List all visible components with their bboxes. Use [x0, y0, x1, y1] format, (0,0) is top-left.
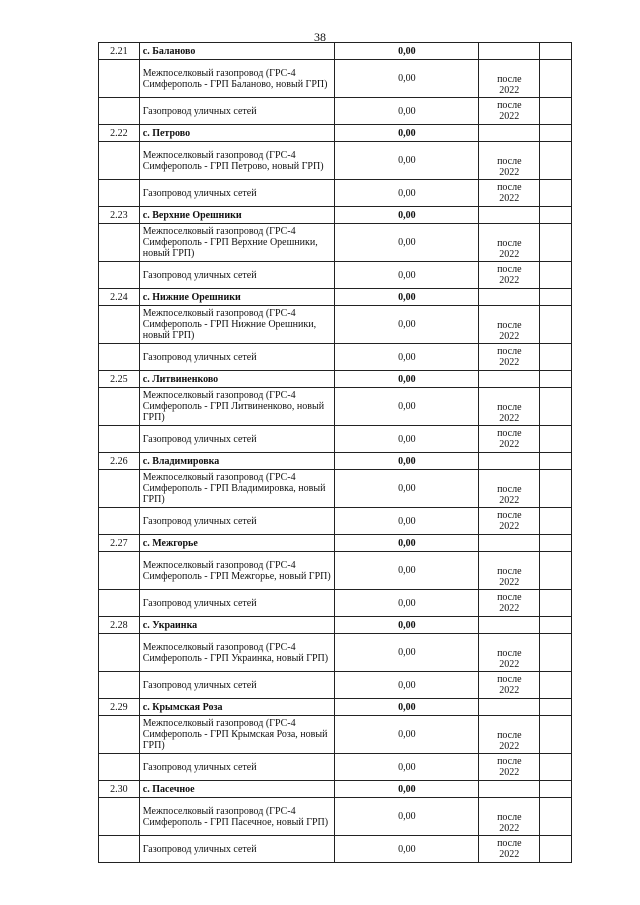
after-label: после [497, 837, 522, 849]
after-label: после [497, 755, 522, 767]
row-number-empty [99, 672, 140, 699]
year-label: 2022 [499, 249, 520, 260]
value-cell: 0,00 [335, 634, 479, 672]
value-cell: 0,00 [335, 207, 479, 224]
year-label: 2022 [499, 110, 520, 122]
value-cell: 0,00 [335, 781, 479, 798]
row-number-empty [99, 60, 140, 98]
year-label: 2022 [499, 438, 520, 450]
year-label: 2022 [499, 167, 520, 178]
pipeline-row [99, 388, 572, 426]
value-cell: 0,00 [335, 142, 479, 180]
year-cell-empty [479, 453, 540, 470]
year-cell [479, 754, 540, 781]
pipeline-line1: Межпоселковый газопровод (ГРС-4 [142, 559, 296, 571]
pipeline-rest: Симферополь - ГРП Владимировка, новый ГРП) [142, 483, 326, 505]
pipeline-rest: Симферополь - ГРП Межгорье, новый ГРП) [142, 570, 331, 582]
extra-cell-empty [540, 634, 572, 672]
extra-cell-empty [540, 535, 572, 552]
value-cell: 0,00 [335, 617, 479, 634]
year-cell-empty [479, 535, 540, 552]
pipeline-line1: Межпоселковый газопровод (ГРС-4 [142, 149, 296, 161]
after-label: после [497, 484, 522, 495]
value-cell: 0,00 [335, 798, 479, 836]
year-label: 2022 [499, 741, 520, 752]
year-cell [479, 388, 540, 426]
street-network-row [99, 672, 572, 699]
value-cell: 0,00 [335, 60, 479, 98]
pipeline-row [99, 634, 572, 672]
street-network-label: Газопровод уличных сетей [139, 262, 335, 289]
pipeline-row [99, 716, 572, 754]
pipeline-rest: Симферополь - ГРП Пасечное, новый ГРП) [142, 816, 329, 828]
street-network-row [99, 262, 572, 289]
value-cell: 0,00 [335, 590, 479, 617]
row-number-empty [99, 224, 140, 262]
value-cell: 0,00 [335, 836, 479, 863]
year-cell [479, 798, 540, 836]
pipeline-rest: Симферополь - ГРП Верхние Орешники, новый ГРП) [142, 237, 318, 259]
year-cell [479, 426, 540, 453]
row-number: 2.27 [99, 535, 140, 552]
row-number-empty [99, 142, 140, 180]
extra-cell-empty [540, 43, 572, 60]
year-cell [479, 508, 540, 535]
street-network-label: Газопровод уличных сетей [139, 590, 335, 617]
row-number: 2.30 [99, 781, 140, 798]
pipeline-row [99, 142, 572, 180]
extra-cell-empty [540, 371, 572, 388]
pipeline-line1: Межпоселковый газопровод (ГРС-4 [142, 226, 296, 237]
year-label: 2022 [499, 684, 520, 696]
gas-pipeline-table [98, 42, 572, 863]
value-cell: 0,00 [335, 672, 479, 699]
row-number-empty [99, 590, 140, 617]
street-network-row [99, 590, 572, 617]
pipeline-description [139, 306, 335, 344]
pipeline-description [139, 142, 335, 180]
row-number-empty [99, 306, 140, 344]
year-label: 2022 [499, 331, 520, 342]
extra-cell-empty [540, 716, 572, 754]
extra-cell-empty [540, 388, 572, 426]
settlement-row [99, 781, 572, 798]
year-label: 2022 [499, 274, 520, 286]
extra-cell-empty [540, 180, 572, 207]
street-network-label: Газопровод уличных сетей [139, 98, 335, 125]
year-cell-empty [479, 699, 540, 716]
street-network-row [99, 98, 572, 125]
year-cell-empty [479, 43, 540, 60]
pipeline-line1: Межпоселковый газопровод (ГРС-4 [142, 641, 296, 653]
street-network-row [99, 180, 572, 207]
pipeline-line1: Межпоселковый газопровод (ГРС-4 [142, 390, 296, 401]
pipeline-rest: Симферополь - ГРП Крымская Роза, новый ГРП) [142, 729, 328, 751]
row-number-empty [99, 470, 140, 508]
after-label: после [497, 591, 522, 603]
value-cell: 0,00 [335, 180, 479, 207]
street-network-label: Газопровод уличных сетей [139, 344, 335, 371]
settlement-name: с. Пасечное [139, 781, 335, 798]
value-cell: 0,00 [335, 289, 479, 306]
pipeline-line1: Межпоселковый газопровод (ГРС-4 [142, 805, 296, 817]
row-number: 2.22 [99, 125, 140, 142]
year-cell-empty [479, 781, 540, 798]
after-label: после [497, 156, 522, 167]
extra-cell-empty [540, 262, 572, 289]
settlement-row [99, 125, 572, 142]
extra-cell-empty [540, 98, 572, 125]
extra-cell-empty [540, 306, 572, 344]
settlement-name: с. Владимировка [139, 453, 335, 470]
row-number: 2.24 [99, 289, 140, 306]
year-label: 2022 [499, 602, 520, 614]
after-label: после [497, 238, 522, 249]
value-cell: 0,00 [335, 754, 479, 781]
street-network-row [99, 508, 572, 535]
row-number-empty [99, 262, 140, 289]
settlement-row [99, 535, 572, 552]
row-number: 2.28 [99, 617, 140, 634]
pipeline-rest: Симферополь - ГРП Баланово, новый ГРП) [142, 78, 328, 90]
extra-cell-empty [540, 836, 572, 863]
pipeline-description [139, 716, 335, 754]
pipeline-description [139, 552, 335, 590]
pipeline-description [139, 634, 335, 672]
extra-cell-empty [540, 617, 572, 634]
year-cell [479, 60, 540, 98]
extra-cell-empty [540, 781, 572, 798]
after-label: после [497, 99, 522, 111]
pipeline-description [139, 798, 335, 836]
pipeline-line1: Межпоселковый газопровод (ГРС-4 [142, 718, 296, 729]
year-cell [479, 224, 540, 262]
year-label: 2022 [499, 356, 520, 368]
extra-cell-empty [540, 470, 572, 508]
value-cell: 0,00 [335, 371, 479, 388]
year-cell-empty [479, 207, 540, 224]
pipeline-row [99, 552, 572, 590]
pipeline-row [99, 798, 572, 836]
pipeline-rest: Симферополь - ГРП Украинка, новый ГРП) [142, 652, 329, 664]
year-label: 2022 [499, 192, 520, 204]
after-label: после [497, 345, 522, 357]
extra-cell-empty [540, 289, 572, 306]
year-label: 2022 [499, 577, 520, 588]
value-cell: 0,00 [335, 306, 479, 344]
year-cell [479, 344, 540, 371]
settlement-row [99, 289, 572, 306]
extra-cell-empty [540, 754, 572, 781]
settlement-row [99, 371, 572, 388]
row-number: 2.26 [99, 453, 140, 470]
pipeline-row [99, 470, 572, 508]
street-network-row [99, 344, 572, 371]
after-label: после [497, 427, 522, 439]
pipeline-row [99, 306, 572, 344]
row-number-empty [99, 754, 140, 781]
year-cell-empty [479, 125, 540, 142]
street-network-label: Газопровод уличных сетей [139, 836, 335, 863]
row-number-empty [99, 426, 140, 453]
street-network-label: Газопровод уличных сетей [139, 508, 335, 535]
street-network-label: Газопровод уличных сетей [139, 672, 335, 699]
settlement-row [99, 453, 572, 470]
pipeline-description [139, 388, 335, 426]
row-number-empty [99, 798, 140, 836]
after-label: после [497, 263, 522, 275]
page-number: 38 [314, 30, 326, 44]
row-number: 2.29 [99, 699, 140, 716]
row-number-empty [99, 508, 140, 535]
value-cell: 0,00 [335, 125, 479, 142]
year-cell-empty [479, 617, 540, 634]
row-number-empty [99, 388, 140, 426]
settlement-name: с. Петрово [139, 125, 335, 142]
street-network-label: Газопровод уличных сетей [139, 180, 335, 207]
pipeline-description [139, 470, 335, 508]
pipeline-rest: Симферополь - ГРП Литвиненково, новый ГРП) [142, 401, 325, 423]
settlement-name: с. Литвиненково [139, 371, 335, 388]
pipeline-rest: Симферополь - ГРП Нижние Орешники, новый ГРП) [142, 319, 317, 341]
settlement-row [99, 617, 572, 634]
value-cell: 0,00 [335, 43, 479, 60]
extra-cell-empty [540, 207, 572, 224]
year-label: 2022 [499, 659, 520, 670]
after-label: после [497, 673, 522, 685]
year-cell [479, 142, 540, 180]
extra-cell-empty [540, 453, 572, 470]
row-number-empty [99, 344, 140, 371]
value-cell: 0,00 [335, 470, 479, 508]
after-label: после [497, 730, 522, 741]
year-cell [479, 470, 540, 508]
extra-cell-empty [540, 60, 572, 98]
year-label: 2022 [499, 848, 520, 860]
year-cell [479, 552, 540, 590]
pipeline-line1: Межпоселковый газопровод (ГРС-4 [142, 67, 296, 79]
extra-cell-empty [540, 508, 572, 535]
year-label: 2022 [499, 495, 520, 506]
year-cell [479, 98, 540, 125]
year-cell-empty [479, 371, 540, 388]
extra-cell-empty [540, 590, 572, 617]
street-network-label: Газопровод уличных сетей [139, 754, 335, 781]
extra-cell-empty [540, 142, 572, 180]
street-network-row [99, 426, 572, 453]
settlement-name: с. Украинка [139, 617, 335, 634]
year-cell [479, 590, 540, 617]
year-label: 2022 [499, 85, 520, 96]
year-cell [479, 262, 540, 289]
extra-cell-empty [540, 125, 572, 142]
pipeline-description [139, 60, 335, 98]
street-network-label: Газопровод уличных сетей [139, 426, 335, 453]
year-cell [479, 180, 540, 207]
extra-cell-empty [540, 344, 572, 371]
year-cell-empty [479, 289, 540, 306]
settlement-name: с. Верхние Орешники [139, 207, 335, 224]
after-label: после [497, 74, 522, 85]
settlement-name: с. Межгорье [139, 535, 335, 552]
value-cell: 0,00 [335, 98, 479, 125]
row-number-empty [99, 634, 140, 672]
pipeline-rest: Симферополь - ГРП Петрово, новый ГРП) [142, 160, 324, 172]
value-cell: 0,00 [335, 388, 479, 426]
value-cell: 0,00 [335, 699, 479, 716]
settlement-name: с. Крымская Роза [139, 699, 335, 716]
after-label: после [497, 566, 522, 577]
pipeline-line1: Межпоселковый газопровод (ГРС-4 [142, 472, 296, 483]
value-cell: 0,00 [335, 224, 479, 262]
value-cell: 0,00 [335, 552, 479, 590]
extra-cell-empty [540, 699, 572, 716]
settlement-row [99, 43, 572, 60]
year-label: 2022 [499, 413, 520, 424]
after-label: после [497, 812, 522, 823]
row-number-empty [99, 98, 140, 125]
year-cell [479, 836, 540, 863]
settlement-name: с. Баланово [139, 43, 335, 60]
after-label: после [497, 320, 522, 331]
row-number: 2.21 [99, 43, 140, 60]
row-number-empty [99, 836, 140, 863]
after-label: после [497, 648, 522, 659]
row-number-empty [99, 552, 140, 590]
value-cell: 0,00 [335, 508, 479, 535]
street-network-row [99, 836, 572, 863]
year-cell [479, 672, 540, 699]
extra-cell-empty [540, 798, 572, 836]
street-network-row [99, 754, 572, 781]
pipeline-row [99, 60, 572, 98]
year-label: 2022 [499, 520, 520, 532]
value-cell: 0,00 [335, 535, 479, 552]
value-cell: 0,00 [335, 344, 479, 371]
row-number: 2.23 [99, 207, 140, 224]
after-label: после [497, 402, 522, 413]
extra-cell-empty [540, 552, 572, 590]
extra-cell-empty [540, 672, 572, 699]
row-number: 2.25 [99, 371, 140, 388]
value-cell: 0,00 [335, 716, 479, 754]
row-number-empty [99, 716, 140, 754]
value-cell: 0,00 [335, 426, 479, 453]
pipeline-row [99, 224, 572, 262]
year-cell [479, 634, 540, 672]
settlement-row [99, 699, 572, 716]
value-cell: 0,00 [335, 453, 479, 470]
row-number-empty [99, 180, 140, 207]
value-cell: 0,00 [335, 262, 479, 289]
pipeline-line1: Межпоселковый газопровод (ГРС-4 [142, 308, 296, 319]
settlement-row [99, 207, 572, 224]
pipeline-description [139, 224, 335, 262]
year-cell [479, 716, 540, 754]
settlement-name: с. Нижние Орешники [139, 289, 335, 306]
year-label: 2022 [499, 823, 520, 834]
year-cell [479, 306, 540, 344]
after-label: после [497, 181, 522, 193]
year-label: 2022 [499, 766, 520, 778]
after-label: после [497, 509, 522, 521]
extra-cell-empty [540, 426, 572, 453]
extra-cell-empty [540, 224, 572, 262]
